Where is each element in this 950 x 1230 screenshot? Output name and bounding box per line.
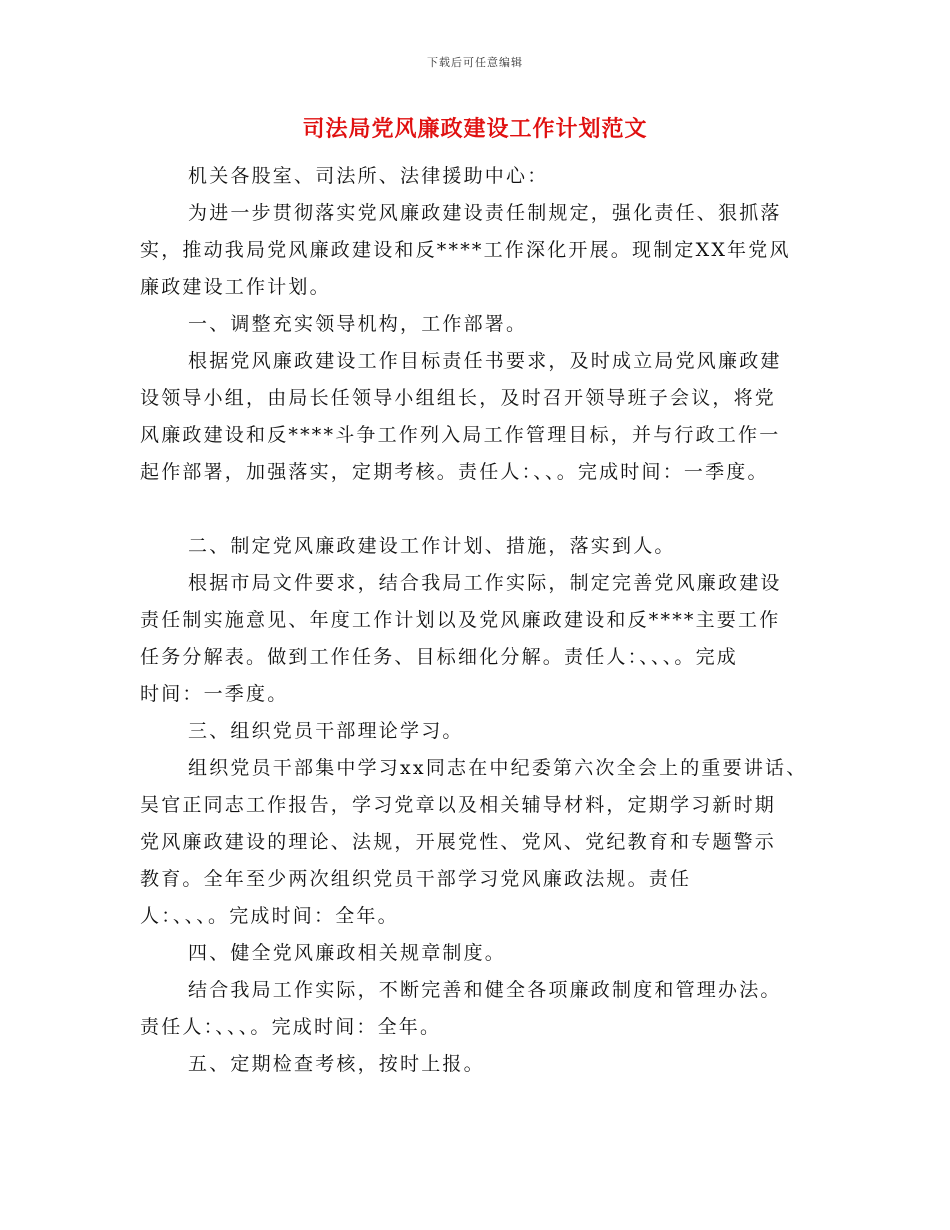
body-line: 五、定期检查考核，按时上报。 [188, 1053, 485, 1075]
body-line: 党风廉政建设的理论、法规，开展党性、党风、党纪教育和专题警示 [140, 831, 777, 853]
body-line: 责任人：、、、。完成时间：全年。 [140, 1016, 442, 1038]
blank-line [140, 491, 830, 528]
body-line: 结合我局工作实际，不断完善和健全各项廉政制度和管理办法。 [188, 979, 782, 1001]
body-line: 一、调整充实领导机构，工作部署。 [188, 313, 528, 335]
body-line: 四、健全党风廉政相关规章制度。 [188, 942, 507, 964]
body-line: 时间：一季度。 [140, 683, 289, 705]
body-line: 责任制实施意见、年度工作计划以及党风廉政建设和反****主要工作 [140, 609, 781, 631]
body-line: 二、制定党风廉政建设工作计划、措施，落实到人。 [188, 535, 676, 557]
body-line: 根据市局文件要求，结合我局工作实际，制定完善党风廉政建设 [188, 572, 782, 594]
body-line: 为进一步贯彻落实党风廉政建设责任制规定，强化责任、狠抓落 [188, 202, 782, 224]
body-line: 任务分解表。做到工作任务、目标细化分解。责任人：、、、。完成 [140, 646, 739, 668]
body-line: 三、组织党员干部理论学习。 [188, 720, 464, 742]
body-line: 根据党风廉政建设工作目标责任书要求，及时成立局党风廉政建 [188, 350, 782, 372]
body-line: 设领导小组，由局长任领导小组组长，及时召开领导班子会议，将党 [140, 387, 777, 409]
header-note: 下载后可任意编辑 [427, 56, 523, 69]
body-line: 组织党员干部集中学习xx同志在中纪委第六次全会上的重要讲话、 [188, 757, 808, 779]
document-body [140, 158, 830, 1083]
body-line: 机关各股室、司法所、法律援助中心： [188, 165, 549, 187]
body-line: 廉政建设工作计划。 [140, 276, 331, 298]
body-line: 吴官正同志工作报告，学习党章以及相关辅导材料，定期学习新时期 [140, 794, 777, 816]
document-title: 司法局党风廉政建设工作计划范文 [302, 116, 648, 142]
body-line: 人：、、、。完成时间：全年。 [140, 905, 399, 927]
body-line: 风廉政建设和反****斗争工作列入局工作管理目标，并与行政工作一 [140, 424, 781, 446]
body-line: 实，推动我局党风廉政建设和反****工作深化开展。现制定XX年党风 [140, 239, 791, 261]
body-line: 起作部署，加强落实，定期考核。责任人：、、。完成时间：一季度。 [140, 461, 769, 483]
body-line: 教育。全年至少两次组织党员干部学习党风廉政法规。责任 [140, 868, 692, 890]
